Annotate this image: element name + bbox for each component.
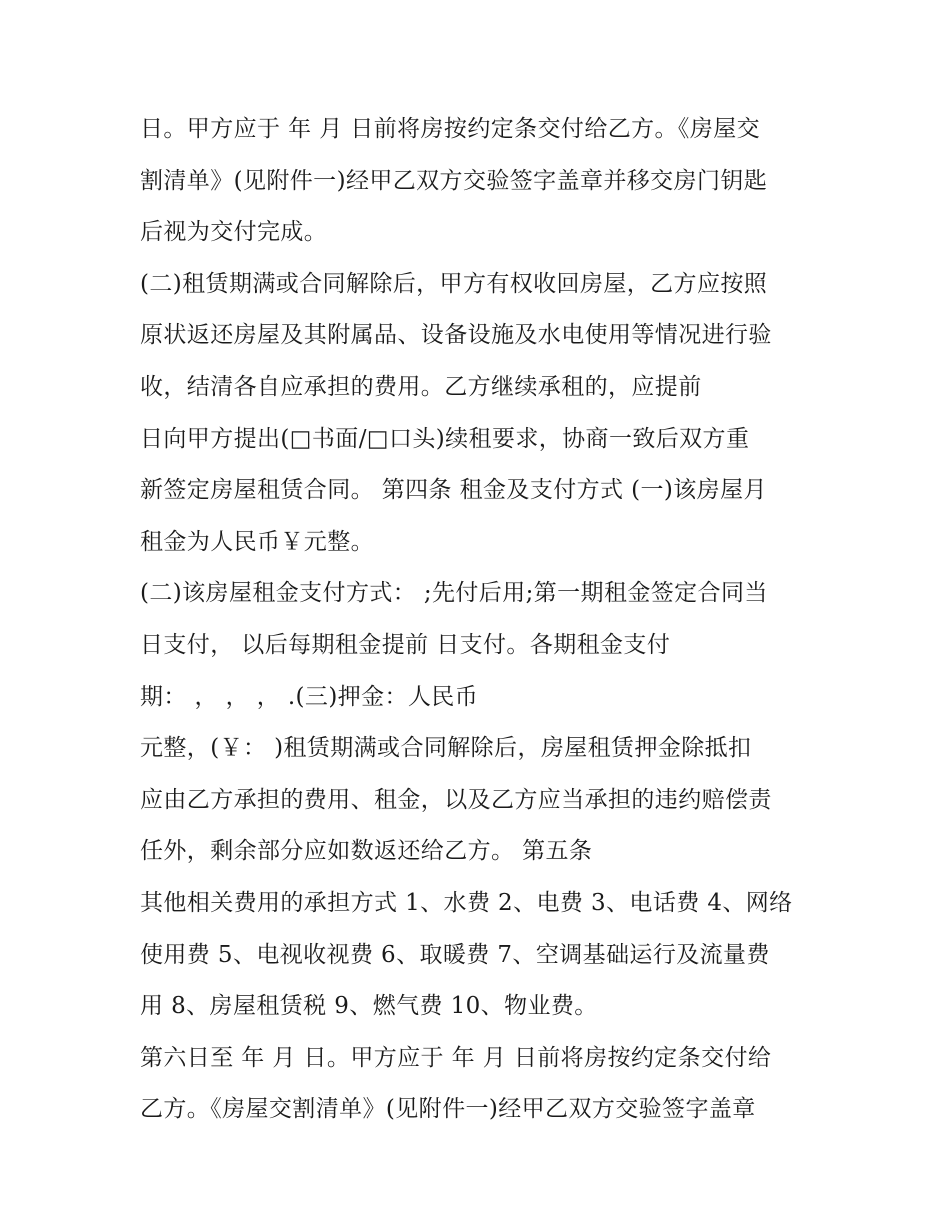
text-line: 用 8、房屋租赁税 9、燃气费 10、物业费。 bbox=[140, 993, 598, 1020]
text-line: 任外，剩余部分应如数返还给乙方。 第五条 bbox=[140, 838, 593, 865]
text-line: 乙方。《房屋交割清单》(见附件一)经甲乙双方交验签字盖章 bbox=[140, 1096, 756, 1123]
text-line: 原状返还房屋及其附属品、设备设施及水电使用等情况进行验 bbox=[140, 322, 772, 349]
text-line: 元整，(￥： )租赁期满或合同解除后，房屋租赁押金除抵扣 bbox=[140, 735, 752, 762]
text-line: 期： ， ， ， .(三)押金：人民币 bbox=[140, 683, 479, 710]
text-line: 日。甲方应于 年 月 日前将房按约定条交付给乙方。《房屋交 bbox=[140, 116, 761, 142]
text-line: 租金为人民币￥元整。 bbox=[140, 528, 374, 555]
text-line: 其他相关费用的承担方式 1、水费 2、电费 3、电话费 4、网络 bbox=[140, 889, 793, 916]
text-line: 后视为交付完成。 bbox=[140, 219, 328, 246]
text-line: 使用费 5、电视收视费 6、取暖费 7、空调基础运行及流量费 bbox=[140, 941, 770, 968]
text-line: 新签定房屋租赁合同。 第四条 租金及支付方式 (一)该房屋月 bbox=[140, 477, 767, 504]
text-line: 应由乙方承担的费用、租金，以及乙方应当承担的违约赔偿责 bbox=[140, 786, 772, 813]
text-line: (二)租赁期满或合同解除后，甲方有权收回房屋，乙方应按照 bbox=[140, 270, 768, 297]
text-line: 日向甲方提出(□书面/□口头)续租要求，协商一致后双方重 bbox=[140, 425, 750, 452]
text-line: 日支付， 以后每期租金提前 日支付。各期租金支付 bbox=[140, 631, 671, 658]
text-line: 割清单》(见附件一)经甲乙双方交验签字盖章并移交房门钥匙 bbox=[140, 167, 768, 194]
text-line: 第六日至 年 月 日。甲方应于 年 月 日前将房按约定条交付给 bbox=[140, 1044, 772, 1071]
text-line: 收，结清各自应承担的费用。乙方继续承租的，应提前 bbox=[140, 373, 702, 400]
text-line: (二)该房屋租金支付方式： ;先付后用;第一期租金签定合同当 bbox=[140, 580, 768, 607]
contract-body-text bbox=[140, 104, 840, 1136]
